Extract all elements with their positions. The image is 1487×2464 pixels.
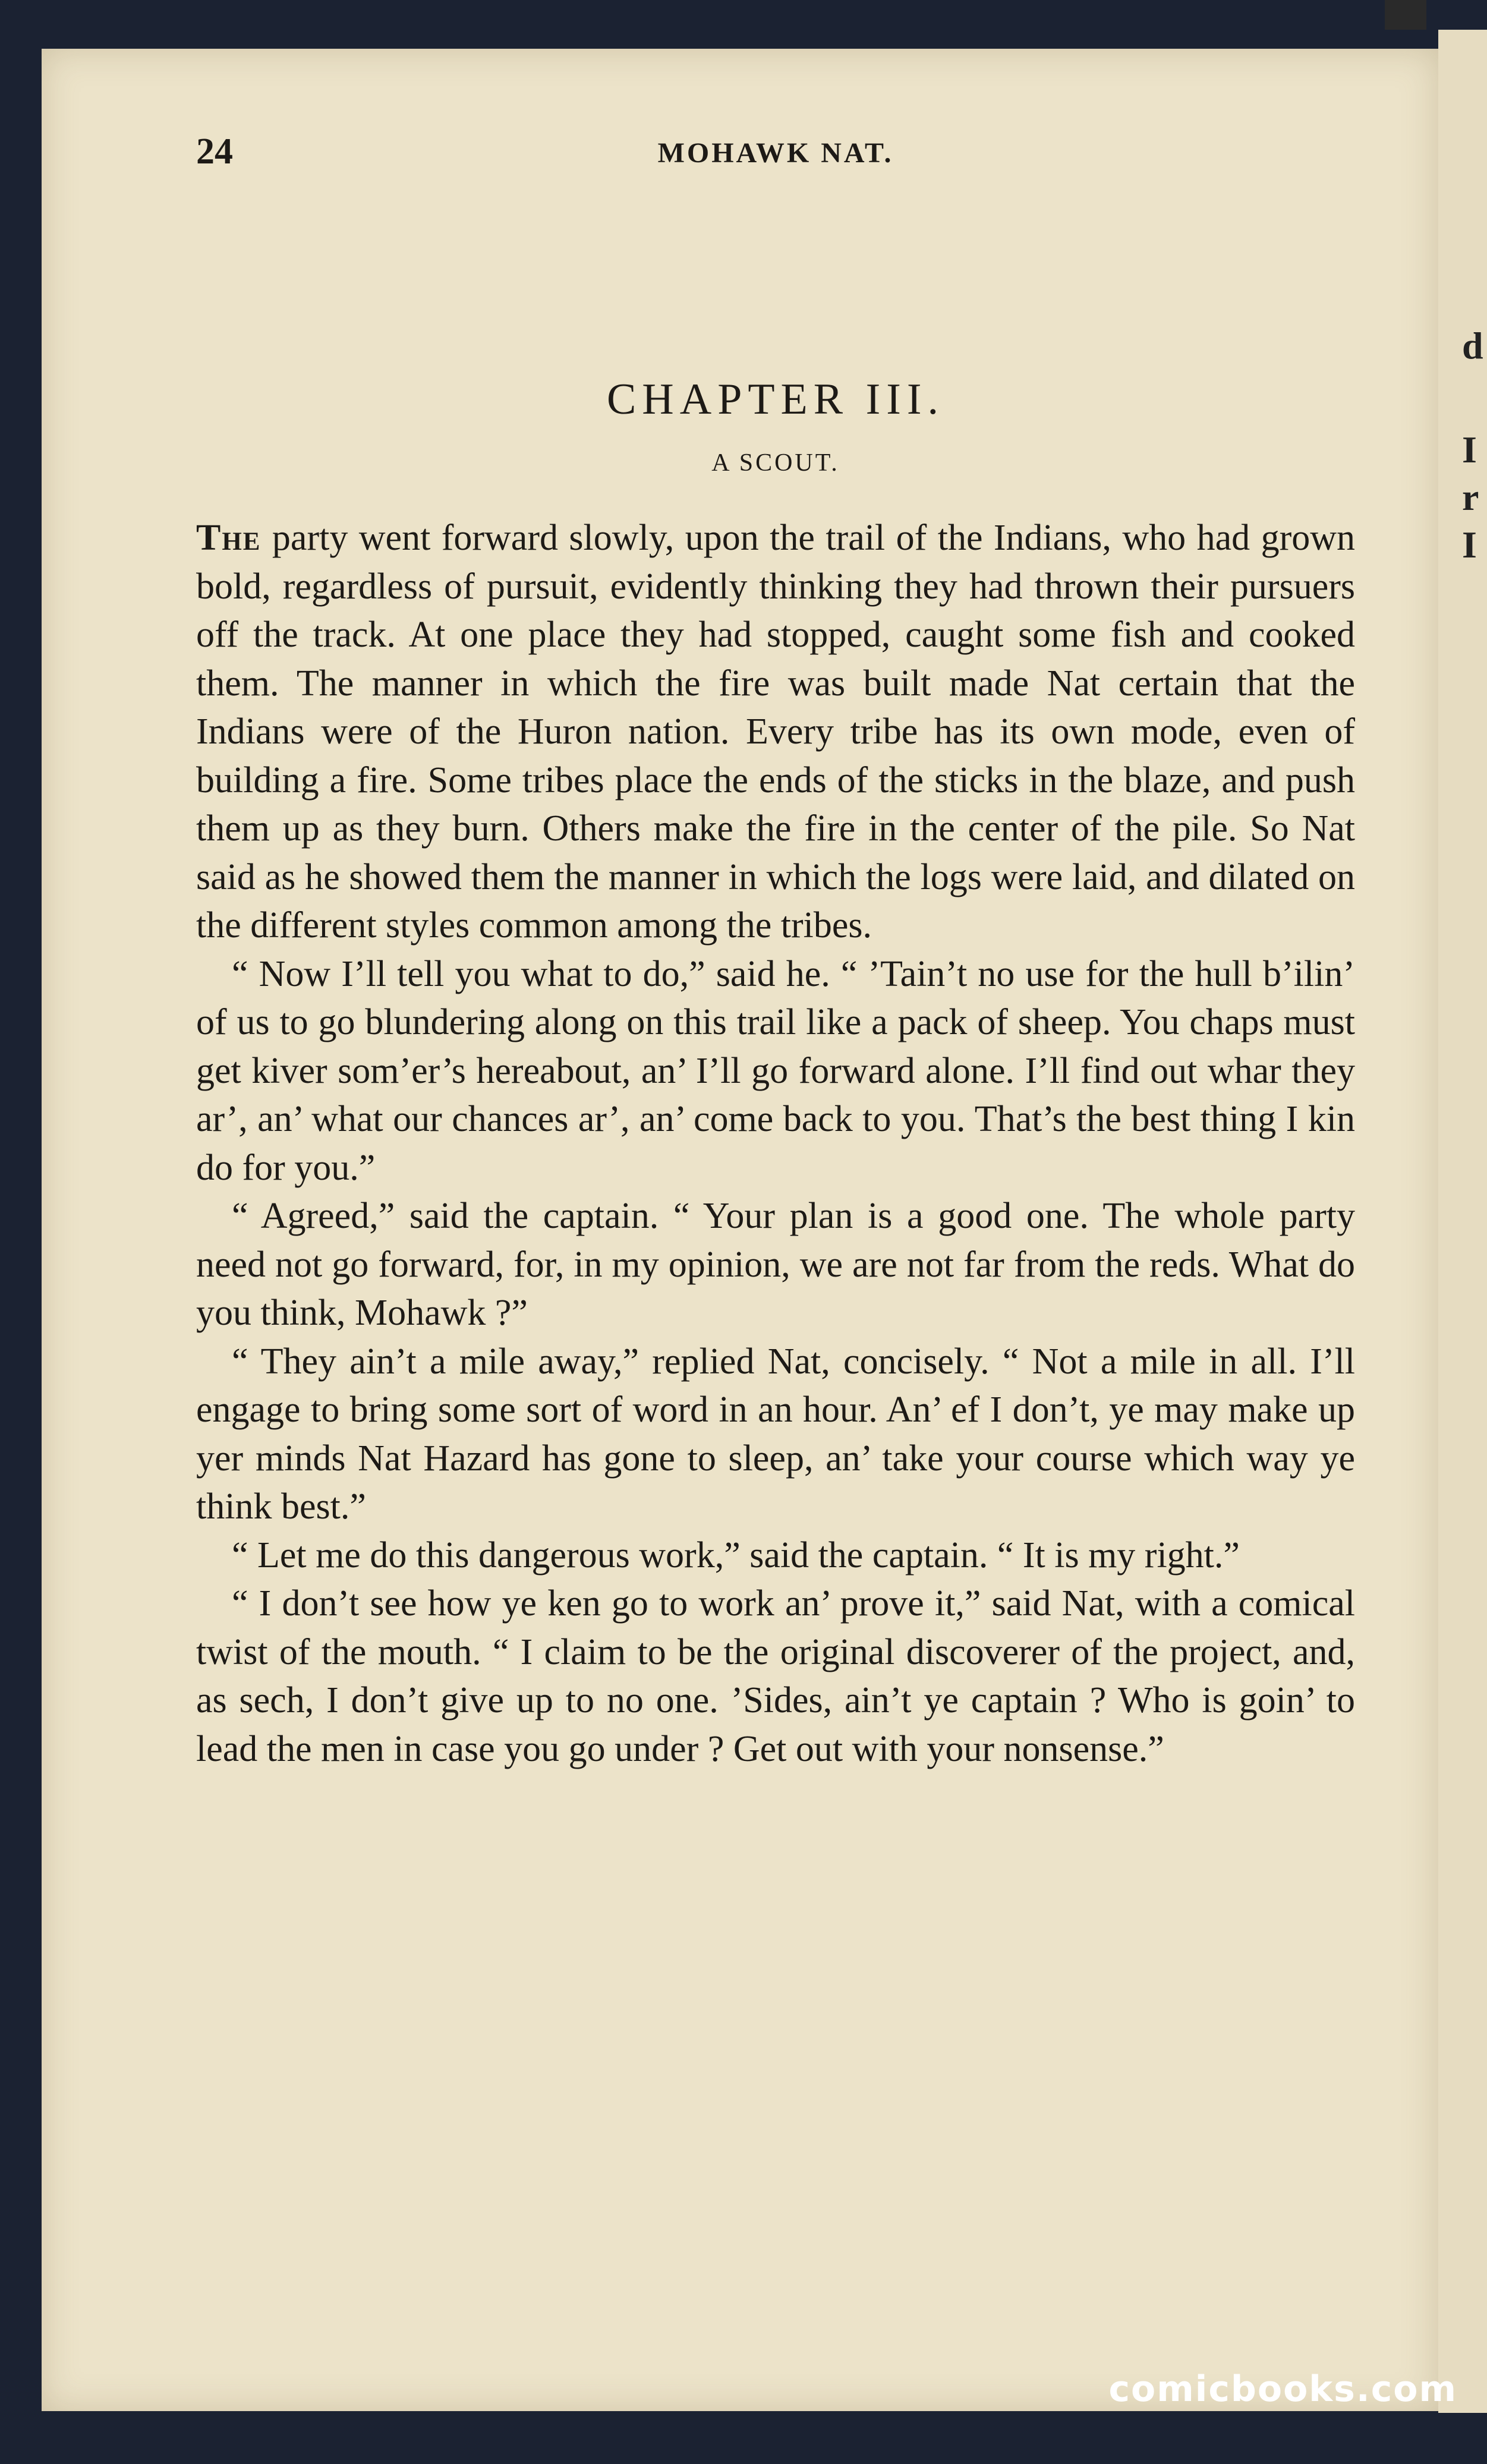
edge-glyph: I — [1462, 524, 1477, 566]
page-number: 24 — [196, 131, 233, 172]
chapter-title: CHAPTER III. — [606, 375, 945, 424]
edge-glyph: I — [1462, 428, 1477, 471]
edge-glyph: r — [1462, 476, 1479, 518]
running-head — [196, 131, 1355, 178]
paragraph-lead-word: The — [196, 518, 262, 558]
spine-mark — [1385, 0, 1426, 30]
paragraph — [196, 514, 1355, 950]
paragraph: “ I don’t see how ye ken go to work an’ prove it,” said Nat, with a comical twist of the mouth. “ I claim to be the original discoverer of the project, and, as sech, I don’t give up to no one. ’Sides, ain’t ye captain ? Who is goin’ to lead the men in case you go under ? Get out with your nonsense.” — [196, 1583, 1355, 1769]
paragraph: “ Let me do this dangerous work,” said the captain. “ It is my right.” — [232, 1535, 1240, 1576]
edge-glyph: d — [1462, 324, 1483, 367]
next-page-edge — [1438, 30, 1487, 2413]
paragraph: “ They ain’t a mile away,” replied Nat, concisely. “ Not a mile in all. I’ll engage to bring some sort of word in an hour. An’ ef I don’t, ye may make up yer minds Nat Hazard has gone to sleep, an’ take your course which way ye think best.” — [196, 1341, 1355, 1527]
watermark: comicbooks.com — [1108, 2368, 1457, 2410]
running-title: MOHAWK NAT. — [657, 137, 894, 169]
paragraph: “ Now I’ll tell you what to do,” said he. “ ’Tain’t no use for the hull b’ilin’ of us to go blundering along on this trail like a pack of sheep. You chaps must get kiver som’er’s hereabout, an’ I’ll go forward alone. I’ll find out whar they ar’, an’ what our chances ar’, an’ come back to you. That’s the best thing I kin do for you.” — [196, 953, 1355, 1188]
paragraph: “ Agreed,” said the captain. “ Your plan is a good one. The whole party need not go forward, for, in my opinion, we are not far from the reds. What do you think, Mohawk ?” — [196, 1196, 1355, 1333]
chapter-subtitle: A SCOUT. — [711, 449, 840, 477]
paragraph-text: party went forward slowly, upon the trail of the Indians, who had grown bold, regardless of pursuit, evidently thinking they had thrown their pursuers off the track. At one place they had stopped, caught some fish and cooked them. The manner in which the fire was built made Nat certain that the Indians were of the Huron nation. Every tribe has its own mode, even of building a fire. Some tribes place the ends of the sticks in the blaze, and push them up as they burn. Others make the fire in the center of the pile. So Nat said as he showed them the manner in which the logs were laid, and dilated on the different styles common among the tribes. — [196, 518, 1355, 946]
body-text — [196, 514, 1355, 1773]
